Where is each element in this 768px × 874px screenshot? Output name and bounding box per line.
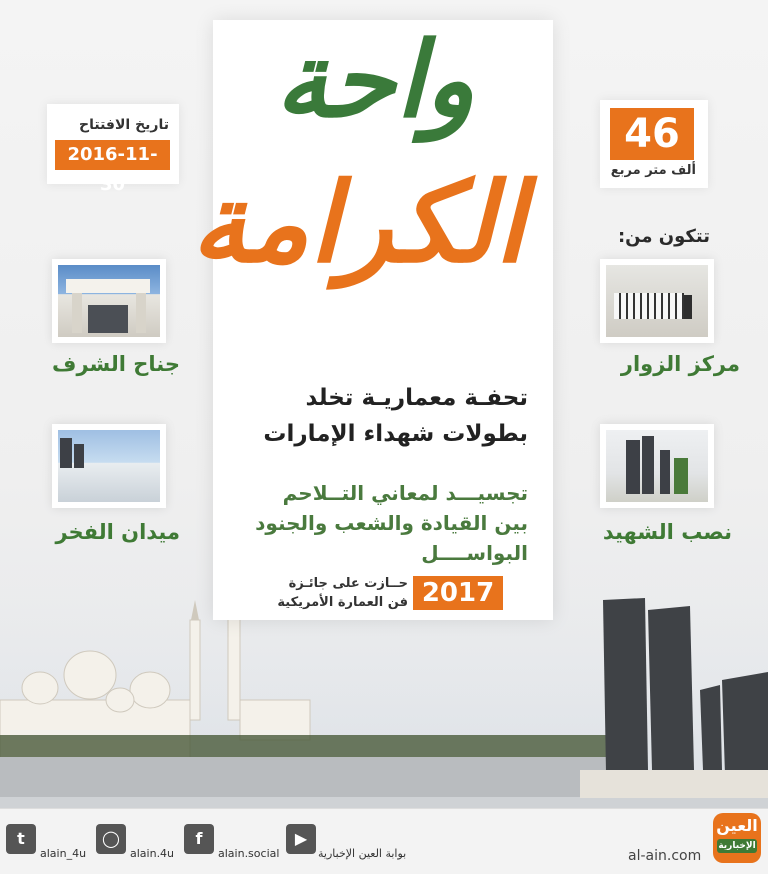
logo-line-1: العين (716, 816, 758, 835)
subline-line-2: بين القيادة والشعب والجنود (255, 511, 528, 535)
subline-line-1: تجسيـــد لمعاني التــلاحم (282, 481, 528, 505)
headline (222, 380, 528, 452)
youtube-channel[interactable]: بوابة العين الإخبارية (318, 847, 407, 860)
award-year-badge: 2017 (413, 576, 503, 610)
martyr-memorial-label: نصب الشهيد (602, 520, 732, 544)
title-word-1: واحة (275, 18, 475, 141)
award-line-1: حــازت على جائـزة (288, 576, 408, 591)
area-unit: ألف متر مربع (610, 163, 696, 178)
honor-pavilion-label: جناح الشرف (52, 352, 180, 376)
twitter-icon[interactable]: t (6, 824, 36, 854)
al-ain-logo (713, 813, 761, 863)
facebook-icon[interactable]: f (184, 824, 214, 854)
subline (222, 478, 528, 568)
headline-line-2: بطولات شهداء الإمارات (263, 421, 528, 447)
site-url[interactable]: al-ain.com (628, 848, 702, 864)
youtube-icon[interactable]: ▶ (286, 824, 316, 854)
visitor-center-photo (600, 259, 714, 343)
instagram-handle[interactable]: alain.4u (130, 847, 175, 860)
pride-square-photo (52, 424, 166, 508)
award-line-2: فن العمارة الأمريكية (277, 595, 408, 610)
opening-date-label: تاريخ الافتتاح (79, 117, 169, 133)
subline-line-3: البواســــل (421, 541, 528, 565)
logo-line-2: الإخبارية (718, 841, 756, 851)
honor-pavilion-photo (52, 259, 166, 343)
area-value: 46 (610, 108, 694, 160)
facebook-handle[interactable]: alain.social (218, 847, 280, 860)
calligraphy-title (191, 18, 525, 368)
twitter-handle[interactable]: alain_4u (40, 847, 87, 860)
instagram-icon[interactable]: ◯ (96, 824, 126, 854)
consists-of-label: تتكون من: (617, 226, 710, 247)
headline-line-1: تحفـة معماريـة تخلد (305, 385, 528, 411)
visitor-center-label: مركز الزوار (620, 352, 740, 376)
martyr-memorial-photo (600, 424, 714, 508)
opening-date-value: 2016-11-30 (55, 140, 170, 170)
title-word-2: الكرامة (191, 158, 525, 287)
pride-square-label: ميدان الفخر (55, 520, 180, 544)
award-text (240, 574, 408, 612)
